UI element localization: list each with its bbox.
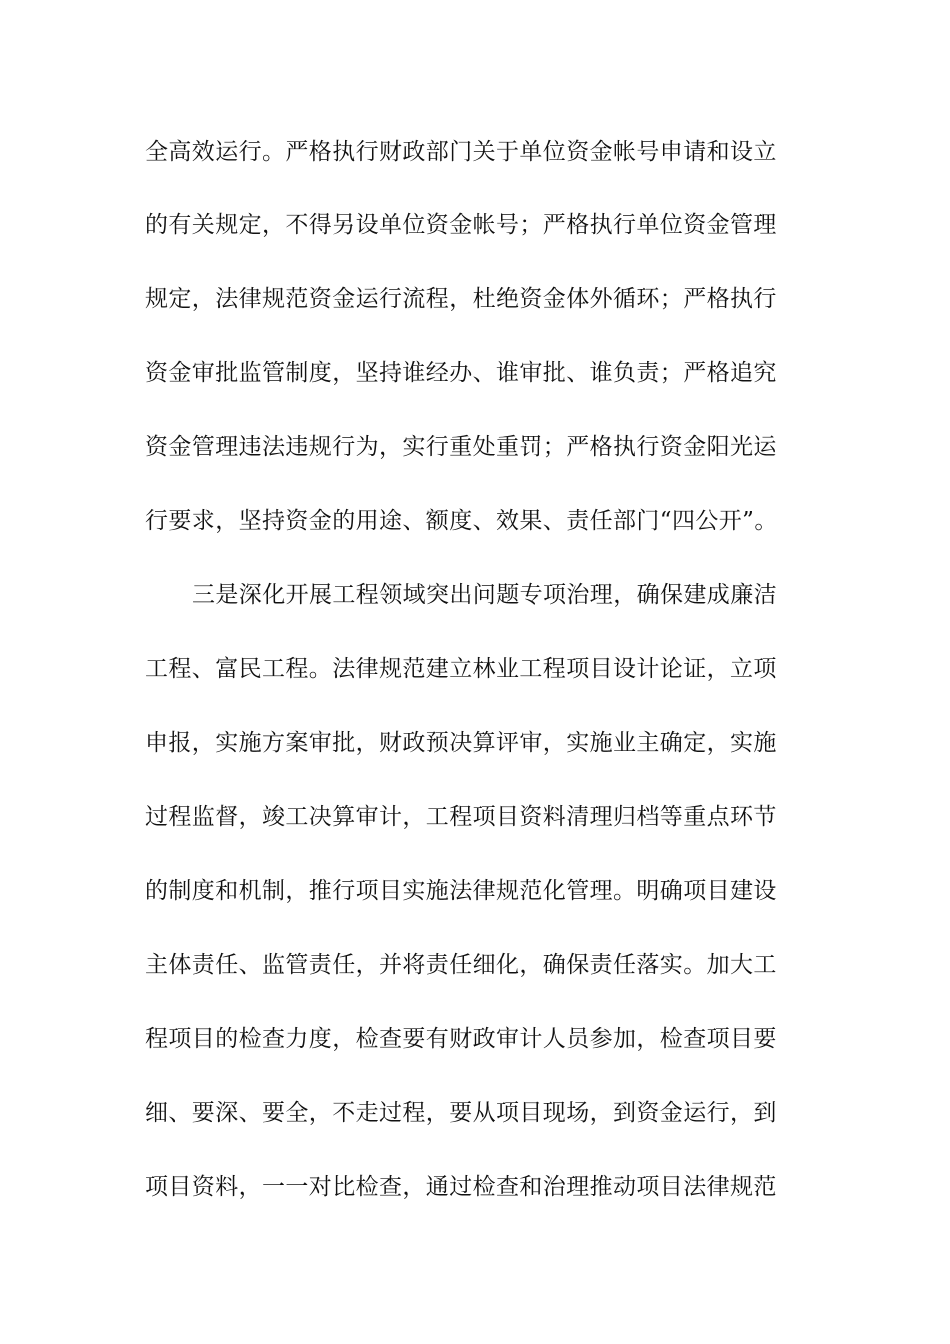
text-line-10: 过程监督，竣工决算审计，工程项目资料清理归档等重点环节	[145, 804, 777, 830]
text-line-6: 行要求，坚持资金的用途、额度、效果、责任部门“四公开”。	[145, 508, 778, 534]
text-line-1: 全高效运行。严格执行财政部门关于单位资金帐号申请和设立	[145, 139, 777, 165]
paragraph-start-line: 三是深化开展工程领域突出问题专项治理，确保建成廉洁	[192, 582, 777, 608]
text-line-11: 的制度和机制，推行项目实施法律规范化管理。明确项目建设	[145, 878, 777, 904]
text-line-8: 工程、富民工程。法律规范建立林业工程项目设计论证，立项	[145, 656, 777, 682]
text-line-9: 申报，实施方案审批，财政预决算评审，实施业主确定，实施	[145, 730, 777, 756]
text-line-5: 资金管理违法违规行为，实行重处重罚；严格执行资金阳光运	[145, 434, 777, 460]
text-line-2: 的有关规定，不得另设单位资金帐号；严格执行单位资金管理	[145, 212, 777, 238]
text-line-14: 细、要深、要全，不走过程，要从项目现场，到资金运行，到	[145, 1100, 777, 1126]
text-line-12: 主体责任、监管责任，并将责任细化，确保责任落实。加大工	[145, 952, 777, 978]
text-line-15: 项目资料，一一对比检查，通过检查和治理推动项目法律规范	[145, 1174, 777, 1200]
text-line-3: 规定，法律规范资金运行流程，杜绝资金体外循环；严格执行	[145, 286, 777, 312]
text-line-13: 程项目的检查力度，检查要有财政审计人员参加，检查项目要	[145, 1026, 777, 1052]
text-line-4: 资金审批监管制度，坚持谁经办、谁审批、谁负责；严格追究	[145, 360, 777, 386]
